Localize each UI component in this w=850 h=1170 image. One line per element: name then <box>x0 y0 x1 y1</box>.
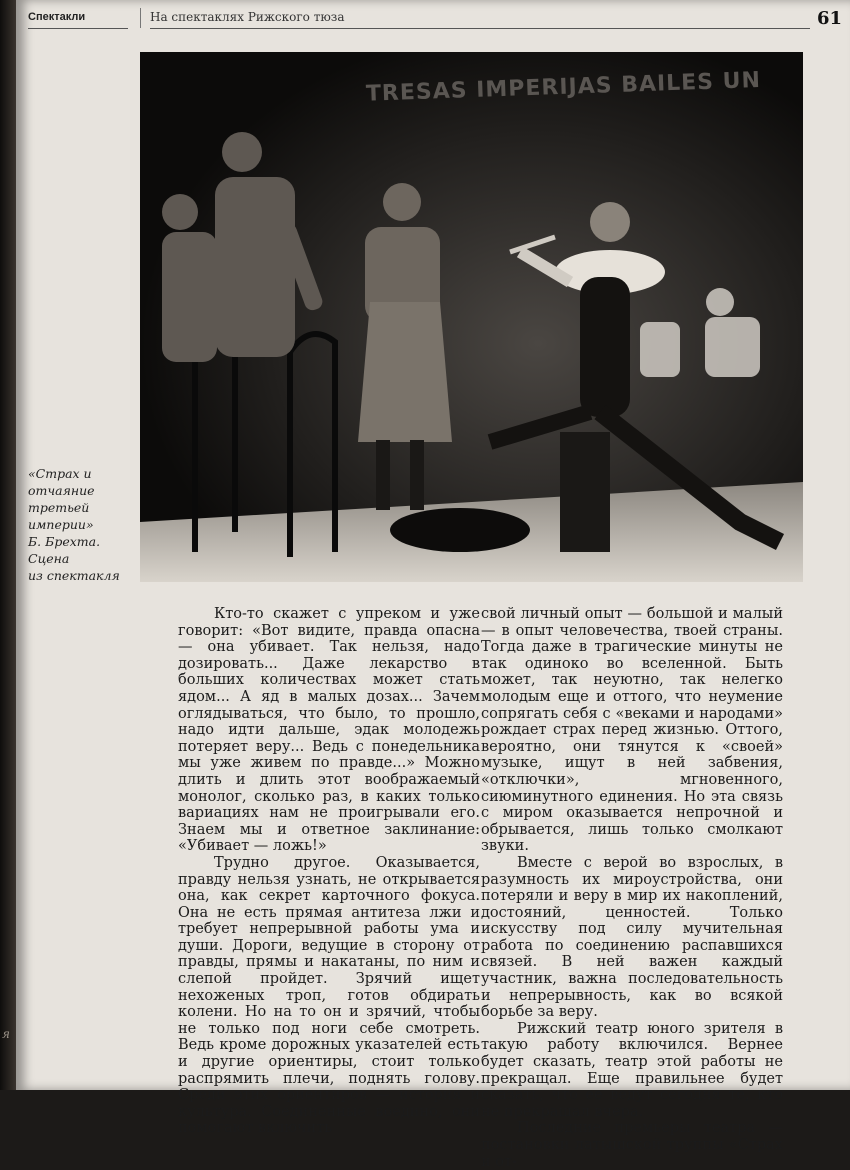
running-header <box>28 8 842 30</box>
header-rule <box>150 28 810 29</box>
paragraph: Последние премьеры театра — постановки латышской труппы «Страх и от- <box>481 1120 783 1170</box>
stage-photo-illustration <box>140 52 803 582</box>
caption-line: из спектакля <box>28 568 120 583</box>
article-column-right <box>481 606 783 1170</box>
photo-caption <box>28 465 128 584</box>
header-rule <box>28 28 128 29</box>
paragraph: Вместе с верой во взрослых, в разумность их мироустройства, они потеряли и веру в мир их накоплений, достояний, ценностей. Только искусству под силу мучительная работа по соединению распавшихся связей. В ней важен каждый участник, важна последовательность и непрерывность, как во всякой борьбе за веру. <box>481 854 783 1021</box>
stage-banner: TRESAS IMPERIJAS BAILES UN <box>365 67 762 107</box>
page-number: 61 <box>816 8 842 29</box>
caption-line: Сцена <box>28 551 70 566</box>
caption-line: отчаяние <box>28 483 95 498</box>
paragraph: Трудно другое. Оказывается, правду нельзя узнать, не открывается она, как секрет карточного фокуса. Она не есть прямая антитеза лжи и требует непрерывной работы ума и души. Дороги, ведущие в сторону от правды, прямы и накатаны, по ним и слепой пройдет. Зрячий ищет нехоженых троп, готов обдирать колени. Но на то он и зрячий, чтобы не только под ноги себе смотреть. Ведь кроме дорожных указателей есть и другие ориентиры, стоит только распрямить плечи, поднять голову. Среди этих ориентиров — история и культура. Соединенные воедино, они помогают включить <box>178 854 480 1137</box>
paragraph: свой личный опыт — большой и малый — в опыт человечества, твоей страны. Тогда даже в трагические минуты не так одиноко во вселенной. Быть может, так неуютно, так нелегко молодым еще и оттого, что неумение сопрягать себя с «веками и народами» рождает страх перед жизнью. Оттого, вероятно, они тянутся к «своей» музыке, ищут в ней забвения, «отключки», мгновенного, сиюминутного единения. Но эта связь с миром оказывается непрочной и обрывается, лишь только смолкают звуки. <box>481 606 783 855</box>
section-label: Спектакли <box>28 11 86 23</box>
running-title: На спектаклях Рижского тюза <box>150 10 345 24</box>
header-separator <box>140 8 141 28</box>
paragraph: Рижский театр юного зрителя в такую работу включился. Вернее будет сказать, театр этой работы не прекращал. Еще правильнее будет сказать, что ее ведут сегодня те, кто не прекращал вчера. <box>481 1020 783 1120</box>
paragraph: Кто-то скажет с упреком и уже говорит: «Вот видите, правда опасна — она убивает. Так нельзя, надо дозировать... Даже лекарство в больших количествах может стать ядом... А яд в малых дозах... Зачем оглядываться, что было, то прошло, надо идти дальше, эдак молодежь потеряет веру... Ведь с понедельника мы уже живем по правде...» Можно длить и длить этот воображаемый монолог, сколько раз, в каких только вариациях нам не проигрывали его. Знаем мы и ответное заклинание: «Убивает — ложь!» <box>178 606 480 855</box>
article-column-left <box>178 606 480 1137</box>
caption-line: Б. Брехта. <box>28 534 101 549</box>
magazine-page <box>16 0 850 1170</box>
binding-gutter <box>0 0 16 1090</box>
caption-line: третьей <box>28 500 90 515</box>
stage-photo <box>140 52 803 582</box>
caption-line: империи» <box>28 517 94 532</box>
caption-line: «Страх и <box>28 466 92 481</box>
previous-page-fragment: я <box>2 1027 10 1041</box>
